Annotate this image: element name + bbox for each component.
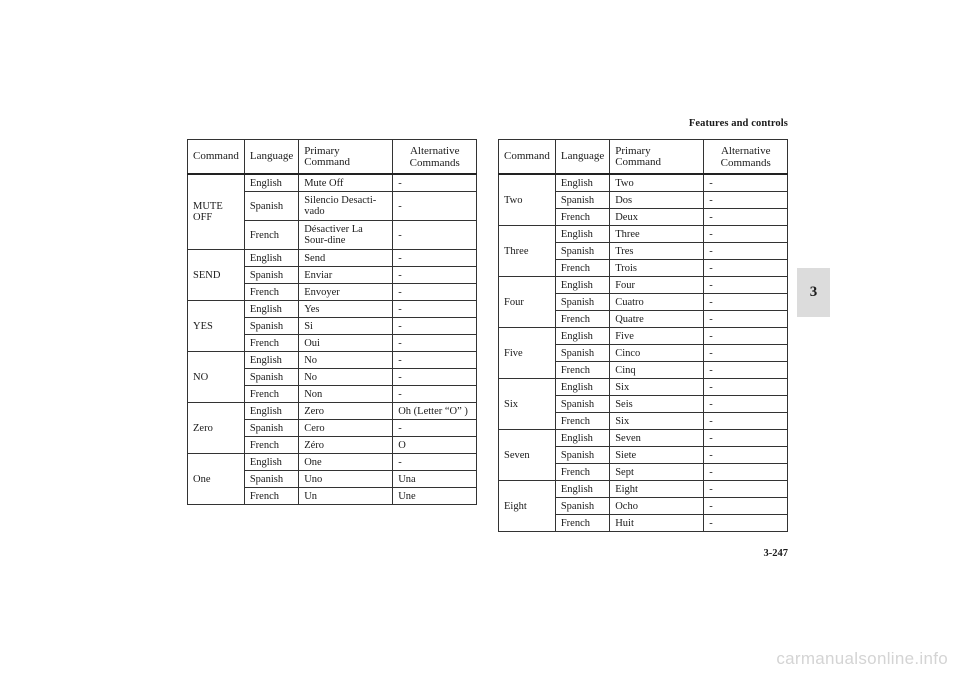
command-cell: Five [499, 328, 556, 379]
command-cell: Four [499, 277, 556, 328]
alternative-command-cell: - [393, 454, 477, 471]
primary-command-cell: Cinco [610, 345, 704, 362]
alternative-command-cell: - [704, 430, 788, 447]
language-cell: French [555, 260, 609, 277]
column-header-alternative-commands: Alternative Commands [704, 140, 788, 175]
primary-command-cell: Cero [299, 420, 393, 437]
language-cell: Spanish [555, 447, 609, 464]
language-cell: Spanish [555, 345, 609, 362]
language-cell: English [555, 328, 609, 345]
language-cell: English [244, 301, 298, 318]
language-cell: Spanish [555, 294, 609, 311]
alternative-command-cell: - [704, 396, 788, 413]
alternative-command-cell: - [704, 362, 788, 379]
column-header-command: Command [188, 140, 245, 175]
primary-command-cell: Ocho [610, 498, 704, 515]
alternative-command-cell: Oh (Letter “O” ) [393, 403, 477, 420]
primary-command-cell: Uno [299, 471, 393, 488]
table-row [499, 481, 788, 498]
primary-command-cell: Seven [610, 430, 704, 447]
language-cell: English [555, 226, 609, 243]
primary-command-cell: Cuatro [610, 294, 704, 311]
language-cell: Spanish [555, 243, 609, 260]
language-cell: Spanish [555, 498, 609, 515]
primary-command-cell: Sept [610, 464, 704, 481]
language-cell: Spanish [244, 192, 298, 221]
language-cell: English [555, 481, 609, 498]
language-cell: French [244, 488, 298, 505]
primary-command-cell: Tres [610, 243, 704, 260]
language-cell: French [555, 464, 609, 481]
table-row [188, 301, 477, 318]
table-row [499, 277, 788, 294]
alternative-command-cell: - [704, 311, 788, 328]
language-cell: French [244, 221, 298, 250]
primary-command-cell: Three [610, 226, 704, 243]
command-cell: Two [499, 174, 556, 226]
alternative-command-cell: - [704, 174, 788, 192]
primary-command-cell: Oui [299, 335, 393, 352]
language-cell: Spanish [555, 192, 609, 209]
alternative-command-cell: - [704, 447, 788, 464]
command-cell: Six [499, 379, 556, 430]
table-row [188, 454, 477, 471]
table-row [499, 328, 788, 345]
alternative-command-cell: - [704, 328, 788, 345]
alternative-command-cell: - [704, 498, 788, 515]
alternative-command-cell: - [393, 386, 477, 403]
primary-command-cell: Quatre [610, 311, 704, 328]
primary-command-cell: Send [299, 250, 393, 267]
table-row [499, 430, 788, 447]
primary-command-cell: Five [610, 328, 704, 345]
table-header-row [499, 140, 788, 175]
table-row [188, 403, 477, 420]
primary-command-cell: Six [610, 413, 704, 430]
alternative-command-cell: - [393, 192, 477, 221]
language-cell: English [244, 174, 298, 192]
primary-command-cell: One [299, 454, 393, 471]
alternative-command-cell: - [393, 221, 477, 250]
primary-command-cell: Siete [610, 447, 704, 464]
command-cell: NO [188, 352, 245, 403]
alternative-command-cell: - [704, 209, 788, 226]
primary-command-cell: Si [299, 318, 393, 335]
alternative-command-cell: - [393, 301, 477, 318]
alternative-command-cell: - [393, 284, 477, 301]
language-cell: English [244, 352, 298, 369]
primary-command-cell: No [299, 369, 393, 386]
language-cell: Spanish [244, 471, 298, 488]
language-cell: English [555, 379, 609, 396]
page-number: 3-247 [763, 548, 788, 559]
primary-command-cell: Un [299, 488, 393, 505]
column-header-alternative-commands: Alternative Commands [393, 140, 477, 175]
alternative-command-cell: Une [393, 488, 477, 505]
alternative-command-cell: - [704, 294, 788, 311]
primary-command-cell: Cinq [610, 362, 704, 379]
language-cell: Spanish [244, 318, 298, 335]
alternative-command-cell: - [704, 277, 788, 294]
primary-command-cell: Mute Off [299, 174, 393, 192]
primary-command-cell: Eight [610, 481, 704, 498]
language-cell: English [555, 174, 609, 192]
alternative-command-cell: - [393, 318, 477, 335]
table-row [499, 379, 788, 396]
table-row [188, 352, 477, 369]
alternative-command-cell: - [393, 174, 477, 192]
primary-command-cell: Envoyer [299, 284, 393, 301]
command-cell: YES [188, 301, 245, 352]
language-cell: Spanish [244, 420, 298, 437]
primary-command-cell: Seis [610, 396, 704, 413]
command-cell: Zero [188, 403, 245, 454]
language-cell: French [555, 209, 609, 226]
language-cell: English [244, 250, 298, 267]
primary-command-cell: Four [610, 277, 704, 294]
primary-command-cell: Désactiver La Sour-dine [299, 221, 393, 250]
table-row [499, 226, 788, 243]
language-cell: English [244, 403, 298, 420]
alternative-command-cell: - [704, 243, 788, 260]
column-header-primary-command: Primary Command [299, 140, 393, 175]
language-cell: English [555, 430, 609, 447]
table-row [499, 174, 788, 192]
column-header-language: Language [555, 140, 609, 175]
alternative-command-cell: Una [393, 471, 477, 488]
alternative-command-cell: - [393, 267, 477, 284]
watermark: carmanualsonline.info [776, 649, 948, 668]
primary-command-cell: Huit [610, 515, 704, 532]
language-cell: English [244, 454, 298, 471]
alternative-command-cell: - [704, 515, 788, 532]
language-cell: French [244, 437, 298, 454]
language-cell: Spanish [555, 396, 609, 413]
alternative-command-cell: - [704, 345, 788, 362]
chapter-tab: 3 [797, 268, 830, 317]
primary-command-cell: Non [299, 386, 393, 403]
primary-command-cell: Enviar [299, 267, 393, 284]
primary-command-cell: Deux [610, 209, 704, 226]
alternative-command-cell: - [393, 335, 477, 352]
column-header-command: Command [499, 140, 556, 175]
language-cell: French [555, 515, 609, 532]
primary-command-cell: Dos [610, 192, 704, 209]
command-cell: MUTE OFF [188, 174, 245, 250]
column-header-language: Language [244, 140, 298, 175]
language-cell: English [555, 277, 609, 294]
command-cell: One [188, 454, 245, 505]
table-header-row [188, 140, 477, 175]
primary-command-cell: Two [610, 174, 704, 192]
alternative-command-cell: - [704, 226, 788, 243]
primary-command-cell: Zéro [299, 437, 393, 454]
command-cell: Eight [499, 481, 556, 532]
alternative-command-cell: - [393, 369, 477, 386]
table-row [188, 250, 477, 267]
alternative-command-cell: - [704, 481, 788, 498]
command-cell: Seven [499, 430, 556, 481]
voice-command-table-right [498, 139, 788, 532]
alternative-command-cell: - [704, 192, 788, 209]
primary-command-cell: Silencio Desacti-vado [299, 192, 393, 221]
voice-command-table-left [187, 139, 477, 505]
alternative-command-cell: - [704, 413, 788, 430]
primary-command-cell: No [299, 352, 393, 369]
alternative-command-cell: - [393, 420, 477, 437]
alternative-command-cell: - [704, 379, 788, 396]
language-cell: French [244, 335, 298, 352]
language-cell: French [244, 284, 298, 301]
alternative-command-cell: - [704, 464, 788, 481]
language-cell: French [244, 386, 298, 403]
alternative-command-cell: - [704, 260, 788, 277]
language-cell: French [555, 362, 609, 379]
primary-command-cell: Yes [299, 301, 393, 318]
primary-command-cell: Trois [610, 260, 704, 277]
column-header-primary-command: Primary Command [610, 140, 704, 175]
command-cell: Three [499, 226, 556, 277]
language-cell: French [555, 413, 609, 430]
page-header-title: Features and controls [688, 118, 788, 129]
language-cell: Spanish [244, 369, 298, 386]
command-cell: SEND [188, 250, 245, 301]
language-cell: Spanish [244, 267, 298, 284]
language-cell: French [555, 311, 609, 328]
primary-command-cell: Six [610, 379, 704, 396]
primary-command-cell: Zero [299, 403, 393, 420]
table-row [188, 174, 477, 192]
alternative-command-cell: - [393, 250, 477, 267]
alternative-command-cell: O [393, 437, 477, 454]
alternative-command-cell: - [393, 352, 477, 369]
